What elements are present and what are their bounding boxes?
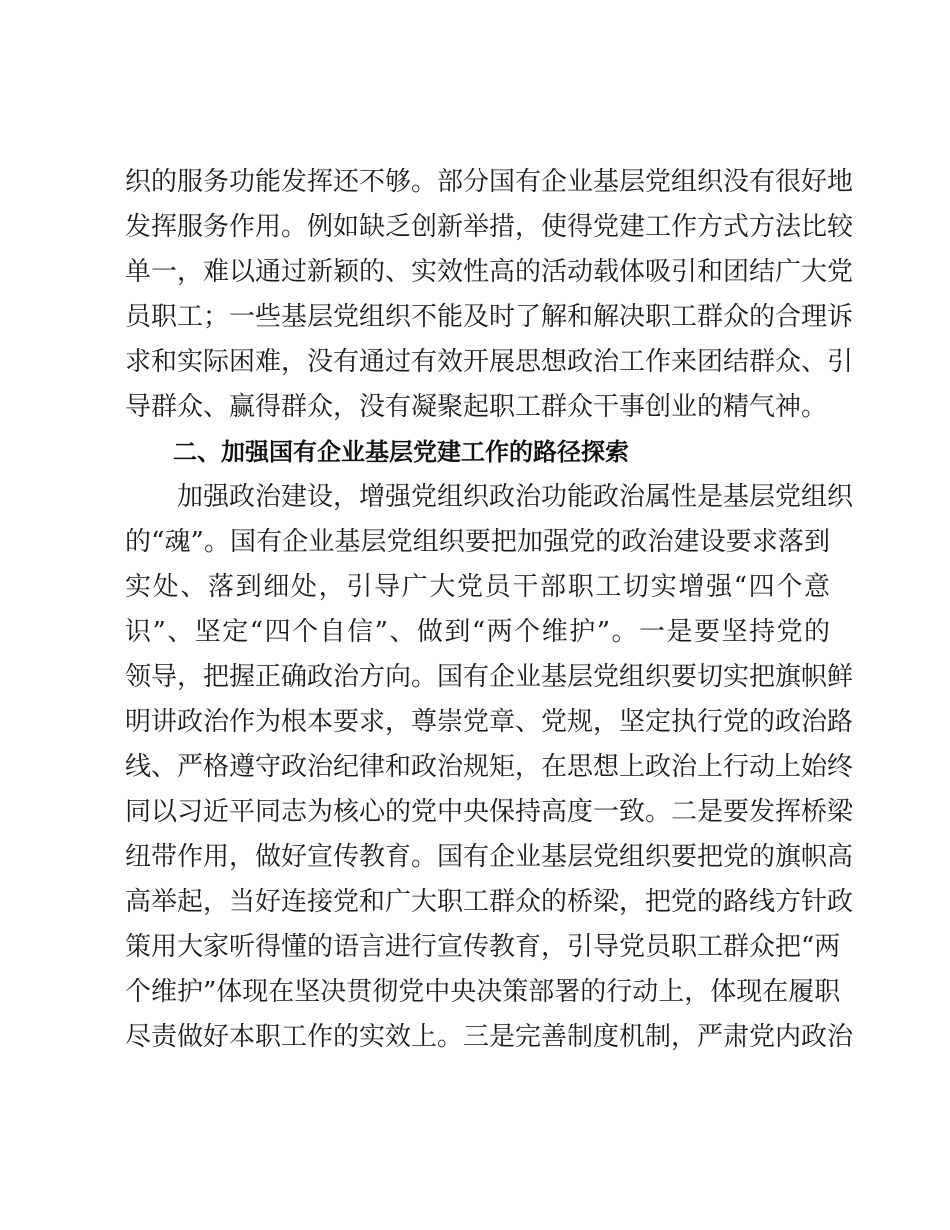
- paragraph-line: 实处、落到细处，引导广大党员干部职工切实增强“四个意: [125, 572, 830, 602]
- paragraph-line: 求和实际困难，没有通过有效开展思想政治工作来团结群众、引: [125, 347, 854, 377]
- paragraph-1: [125, 160, 854, 430]
- paragraph-line: 明讲政治作为根本要求，尊崇党章、党规，坚定执行党的政治路: [125, 707, 854, 737]
- paragraph-line: 识”、坚定“四个自信”、做到“两个维护”。一是要坚持党的: [125, 617, 830, 647]
- paragraph-2: [125, 475, 854, 1060]
- paragraph-line: 的“魂”。国有企业基层党组织要把加强党的政治建设要求落到: [125, 527, 830, 557]
- paragraph-line: 尽责做好本职工作的实效上。三是完善制度机制，严肃党内政治: [125, 1022, 854, 1052]
- document-body: [125, 160, 854, 1060]
- paragraph-line: 策用大家听得懂的语言进行宣传教育，引导党员职工群众把“两: [125, 932, 841, 962]
- paragraph-line: 领导，把握正确政治方向。国有企业基层党组织要切实把旗帜鲜: [125, 662, 854, 692]
- paragraph-line: 线、严格遵守政治纪律和政治规矩，在思想上政治上行动上始终: [125, 752, 854, 782]
- paragraph-line: 高举起，当好连接党和广大职工群众的桥梁，把党的路线方针政: [125, 887, 854, 917]
- paragraph-line: 同以习近平同志为核心的党中央保持高度一致。二是要发挥桥梁: [125, 797, 854, 827]
- section-heading: 二、加强国有企业基层党建工作的路径探索: [173, 438, 629, 466]
- paragraph-line: 单一，难以通过新颖的、实效性高的活动载体吸引和团结广大党: [125, 257, 854, 287]
- paragraph-line: 个维护”体现在坚决贯彻党中央决策部署的行动上，体现在履职: [125, 977, 841, 1007]
- paragraph-line: 导群众、赢得群众，没有凝聚起职工群众干事创业的精气神。: [125, 392, 828, 422]
- paragraph-line: 加强政治建设，增强党组织政治功能政治属性是基层党组织: [177, 482, 854, 512]
- paragraph-line: 员职工；一些基层党组织不能及时了解和解决职工群众的合理诉: [125, 302, 854, 332]
- paragraph-line: 织的服务功能发挥还不够。部分国有企业基层党组织没有很好地: [125, 167, 854, 197]
- paragraph-line: 发挥服务作用。例如缺乏创新举措，使得党建工作方式方法比较: [125, 212, 854, 242]
- paragraph-line: 纽带作用，做好宣传教育。国有企业基层党组织要把党的旗帜高: [125, 842, 854, 872]
